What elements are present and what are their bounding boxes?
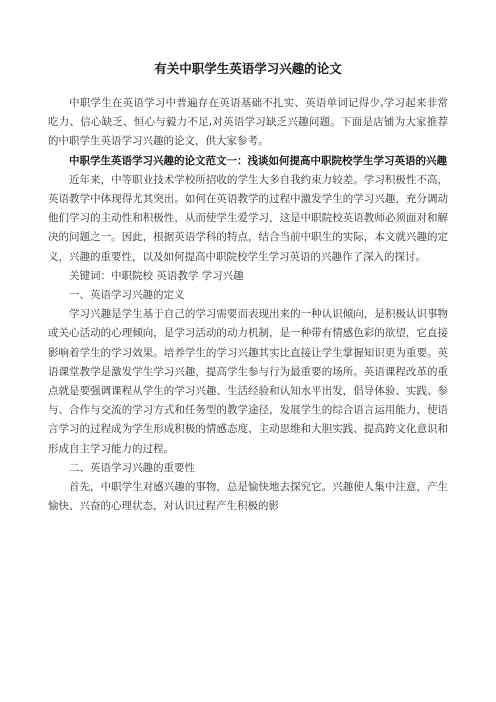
definition-paragraph: 学习兴趣是学生基于自己的学习需要而表现出来的一种认识倾向，是积极认识事物或关心活动的心理倾向，是学习活动的动力机制，是一种带有情感色彩的欲望，它直接影响着学生的学习效果。培养学生的学习兴趣其实比直接让学生掌握知识更为重要。英语课堂教学是激发学生学习兴趣，提高学生参与行为最重要的场所。英语课程改革的重点就是要强调课程从学生的学习兴趣、生活经验和认知水平出发，倡导体验、实践、参与、合作与交流的学习方式和任务型的教学途径，发展学生的综合语言运用能力，使语言学习的过程成为学生形成积极的情感态度、主动思维和大胆实践、提高跨文化意识和形成自主学习能力的过程。 [48, 308, 448, 455]
importance-paragraph: 首先，中职学生对感兴趣的事物，总是愉快地去探究它。兴趣使人集中注意，产生愉快、兴奋的心理状态，对认识过程产生积极的影 [48, 481, 448, 513]
subheading-importance: 二、英语学习兴趣的重要性 [69, 461, 195, 474]
document-page [48, 60, 448, 516]
body-paragraph: 近年来，中等职业技术学校所招收的学生大多自我约束力较差。学习积极性不高，英语教学中体现得尤其突出。如何在英语教学的过程中激发学生的学习兴趣，充分调动他们学习的主动性和积极性，从而使学生爱学习，这是中职院校英语教师必须面对和解决的问题之一。因此，根据英语学科的特点，结合当前中职生的实际，本文就兴趣的定义，兴趣的重要性，以及如何提高中职院校学生学习英语的兴趣作了深入的探讨。 [48, 173, 448, 263]
keywords-line: 关键词：中职院校 英语教学 学习兴趣 [69, 269, 244, 282]
document-title: 有关中职学生英语学习兴趣的论文 [154, 61, 342, 76]
section-heading: 中职学生英语学习兴趣的论文范文一：浅谈如何提高中职院校学生学习英语的兴趣 [69, 154, 447, 167]
intro-paragraph: 中职学生在英语学习中普遍存在英语基础不扎实、英语单词记得少,学习起来非常吃力、信心缺乏、恒心与毅力不足,对英语学习缺乏兴趣问题。下面是店铺为大家推荐的中职学生英语学习兴趣的论文，供大家参考。 [48, 97, 448, 148]
subheading-definition: 一、英语学习兴趣的定义 [69, 289, 185, 302]
